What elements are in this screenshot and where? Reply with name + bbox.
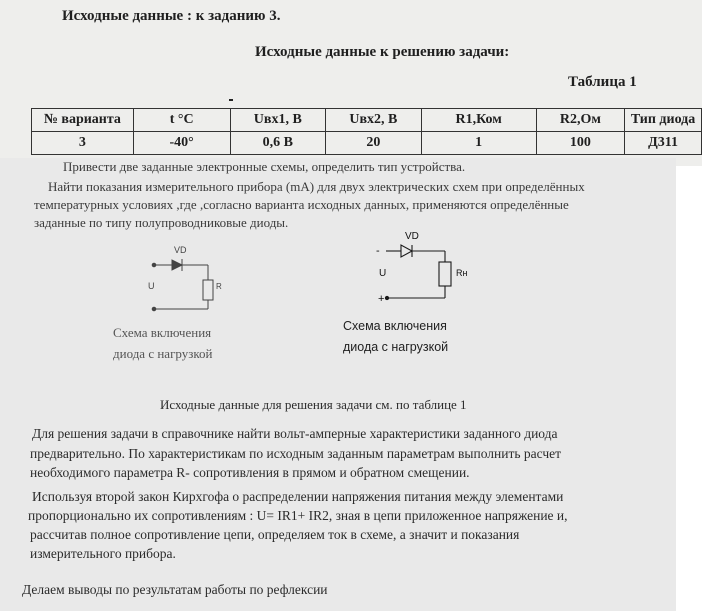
- col-diode-type: Тип диода: [625, 109, 702, 132]
- stray-mark: [229, 99, 233, 101]
- para2-line-1: Используя второй закон Кирхгофа о распределении напряжения питания между элементами: [32, 489, 564, 504]
- circuit1-u-label: U: [148, 281, 155, 291]
- para1-line-3: необходимого параметра R- сопротивления в прямом и обратном смещении.: [30, 465, 470, 480]
- circuit1-caption: [113, 322, 213, 364]
- circuit2-caption: [343, 316, 448, 358]
- para1-line-2: предварительно. По характеристикам по исходным заданным параметрам выполнить расчет: [30, 446, 562, 461]
- table-row: [32, 132, 702, 155]
- circuit-diagram-1: [140, 238, 250, 316]
- circuit-diagram-2: [368, 228, 488, 308]
- circuit1-vd-label: VD: [174, 245, 187, 255]
- cell-variant: 3: [32, 132, 134, 155]
- col-uin1: Uвх1, В: [230, 109, 326, 132]
- intro-line-2: Найти показания измерительного прибора (mA) для двух электрических схем при определённых: [48, 179, 585, 194]
- para2-line-4: измерительного прибора.: [30, 546, 176, 561]
- circuit1-caption-line-2: диода с нагрузкой: [113, 346, 213, 361]
- cell-temperature: -40°: [133, 132, 230, 155]
- cell-r1: 1: [421, 132, 536, 155]
- col-r1: R1,Ком: [421, 109, 536, 132]
- intro-line-4: заданные по типу полупроводниковые диоды.: [34, 215, 289, 230]
- para2-line-2: пропорционально их сопротивлениям : U= IR1+ IR2, зная в цепи приложенное напряжение и,: [28, 508, 568, 523]
- circuit2-caption-line-2: диода с нагрузкой: [343, 340, 449, 354]
- table-header-row: [32, 109, 702, 132]
- reference-line: Исходные данные для решения задачи см. по таблице 1: [160, 397, 467, 412]
- circuit2-minus-label: -: [376, 245, 380, 257]
- circuit2-u-label: U: [379, 268, 387, 279]
- para2-line-3: рассчитав полное сопротивление цепи, определяем ток в схеме, а значит и показания: [30, 527, 520, 542]
- col-r2: R2,Ом: [536, 109, 624, 132]
- circuit1-r-label: R: [216, 282, 222, 291]
- intro-line-3: температурных условиях ,где ,согласно варианта исходных данных, применяются определённые: [34, 197, 569, 212]
- cell-r2: 100: [536, 132, 624, 155]
- header-subtitle: Исходные данные к решению задачи:: [255, 44, 510, 60]
- cell-uin2: 20: [326, 132, 422, 155]
- col-uin2: Uвх2, В: [326, 109, 422, 132]
- circuit2-plus-label: +: [378, 293, 385, 305]
- cell-diode-type: Д311: [625, 132, 702, 155]
- cell-uin1: 0,6 В: [230, 132, 326, 155]
- circuit2-r-label: Rн: [456, 268, 468, 278]
- col-temperature: t °C: [133, 109, 230, 132]
- circuit2-vd-label: VD: [405, 231, 419, 242]
- header-title: Исходные данные : к заданию 3.: [62, 8, 281, 24]
- table-caption: Таблица 1: [568, 74, 637, 90]
- para1-line-1: Для решения задачи в справочнике найти вольт-амперные характеристики заданного диода: [32, 426, 558, 441]
- conclusion-line: Делаем выводы по результатам работы по рефлексии: [22, 582, 328, 597]
- circuit1-caption-line-1: Схема включения: [113, 325, 212, 340]
- data-table: [31, 108, 702, 155]
- intro-line-1: Привести две заданные электронные схемы, определить тип устройства.: [63, 159, 466, 174]
- top-sheet: [0, 0, 702, 166]
- circuit2-caption-line-1: Схема включения: [343, 319, 447, 333]
- col-variant: № варианта: [32, 109, 134, 132]
